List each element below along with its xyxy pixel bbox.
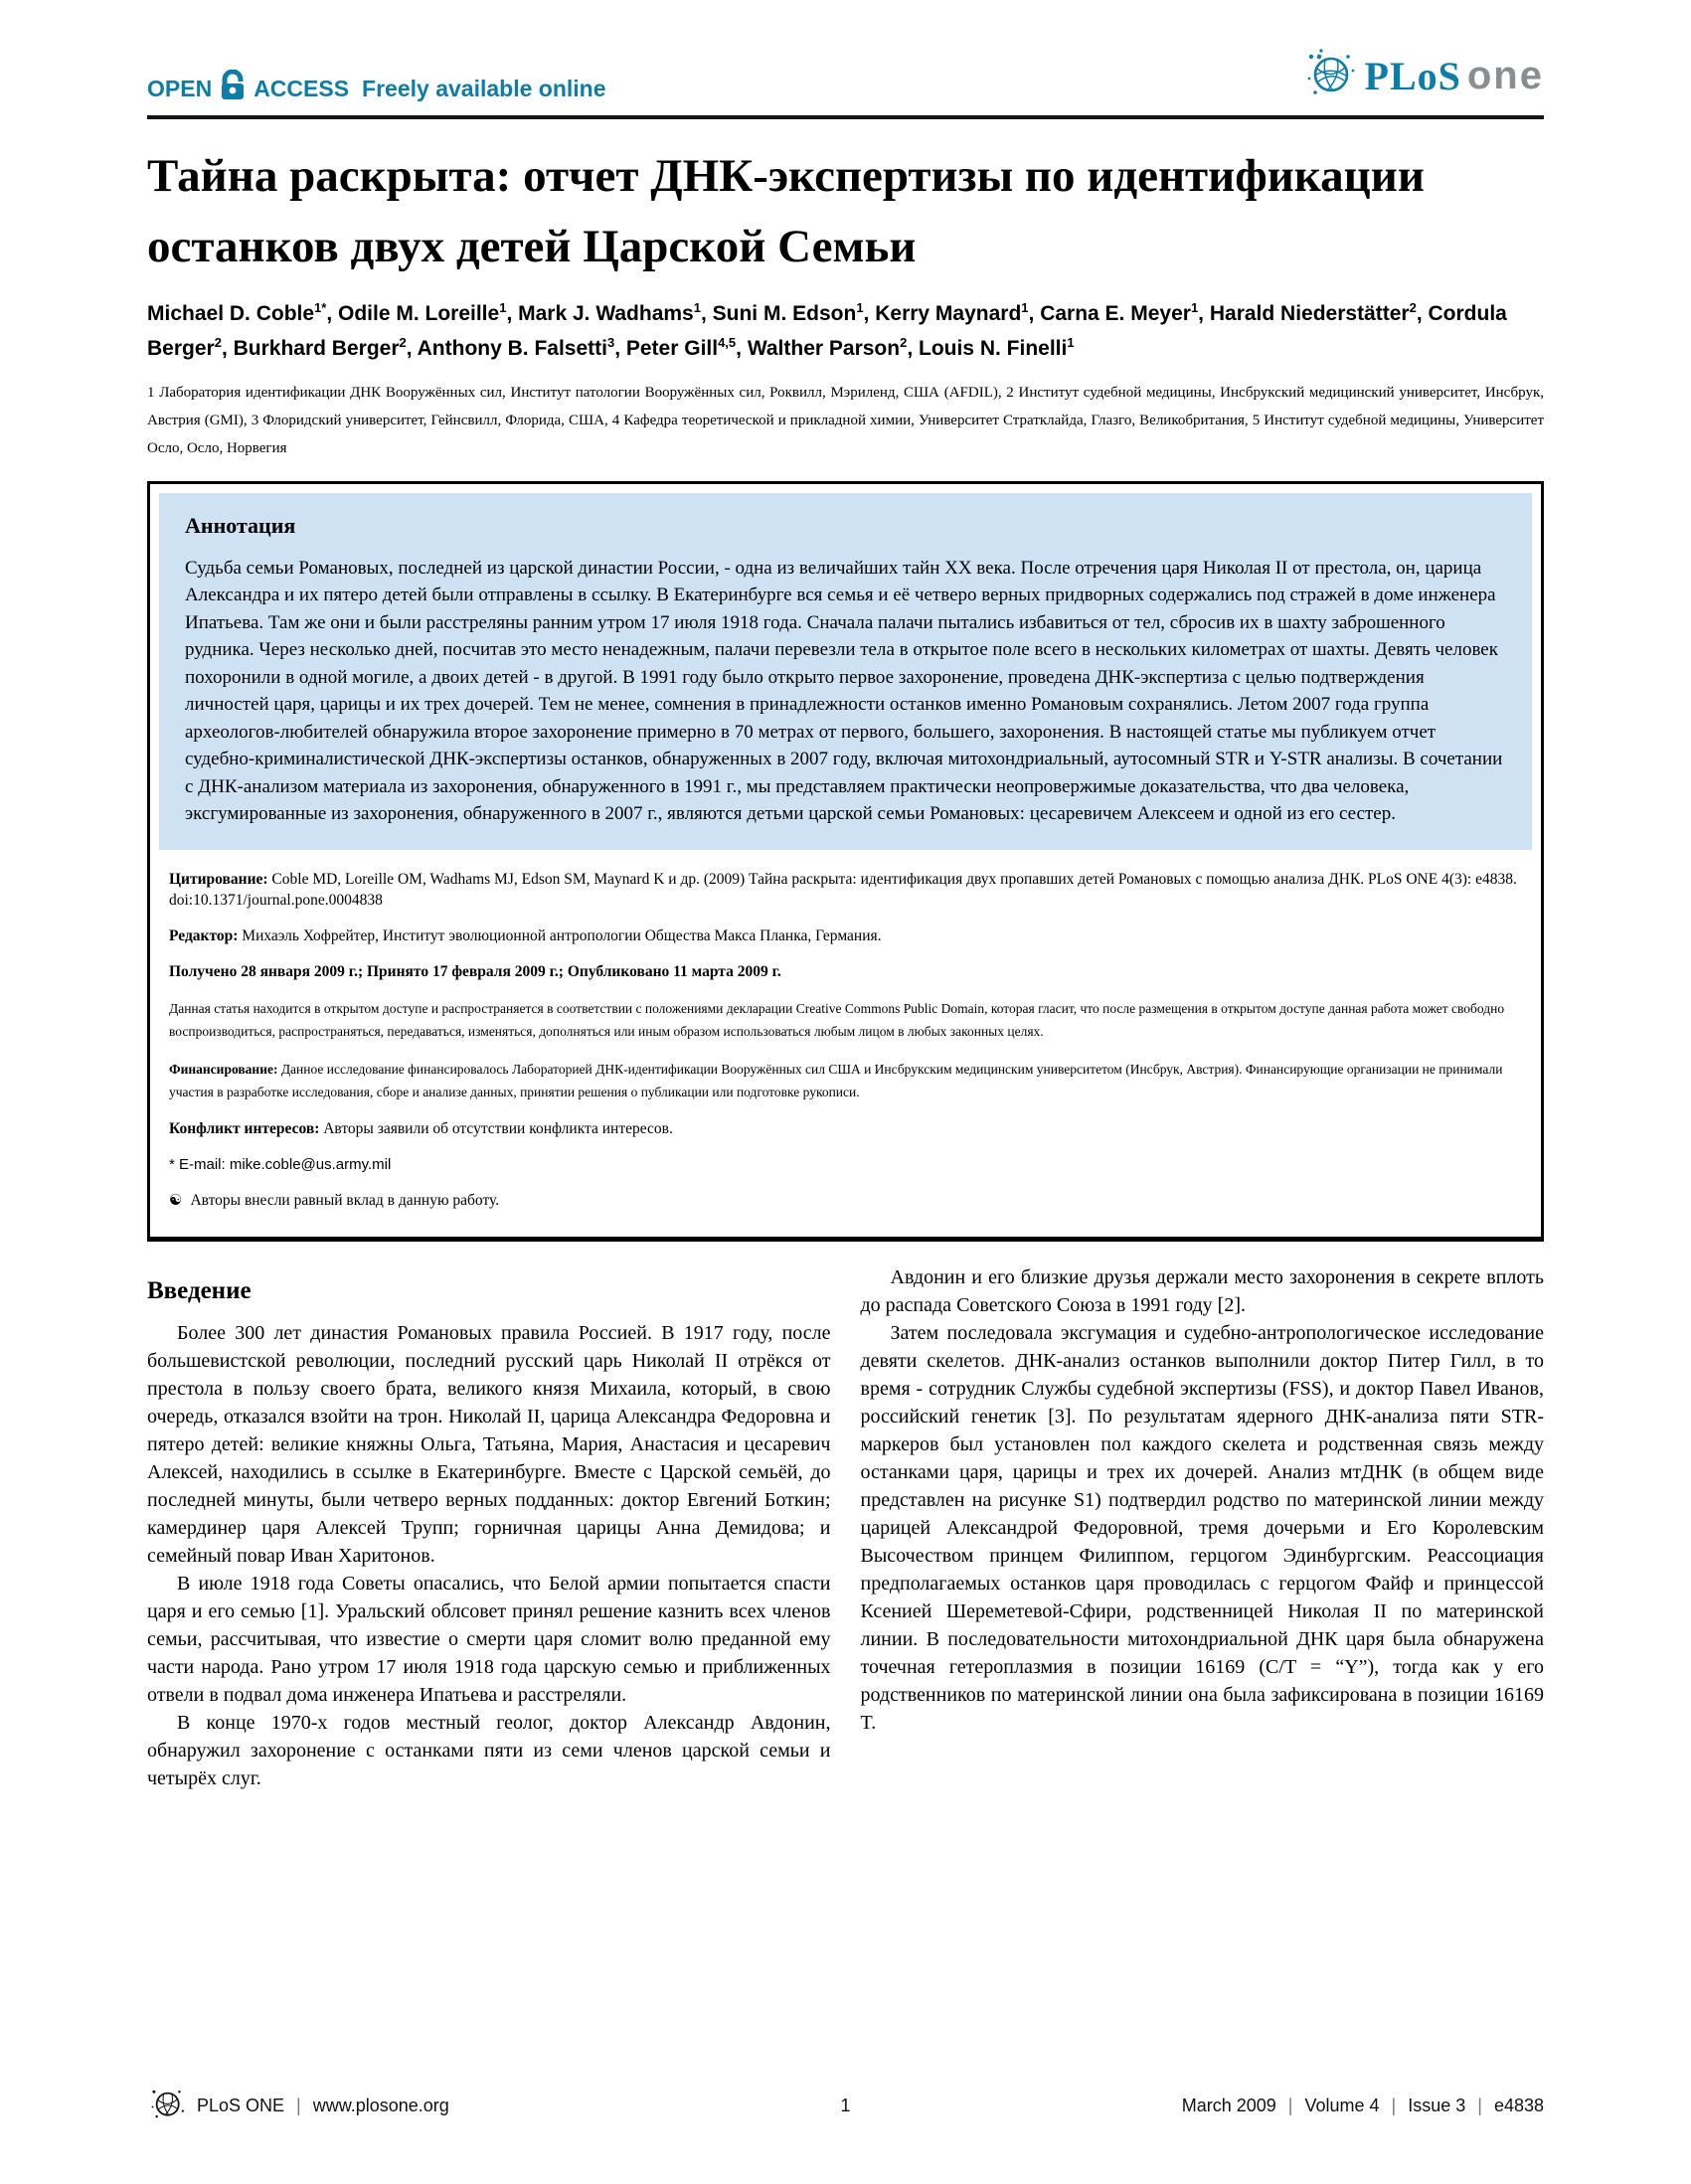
footer-page-number: 1 (840, 2096, 851, 2115)
footer-journal-name: PLoS ONE (197, 2096, 285, 2115)
paragraph: Более 300 лет династия Романовых правила Россией. В 1917 году, после большевистской революции, последний русский царь Николай II отрёкся от престола в пользу своего брата, великого князя Михаила, который, в свою очередь, отказался взойти на трон. Николай II, царица Александра Федоровна и пятеро детей: великие княжны Ольга, Татьяна, Мария, Анастасия и цесаревич Алексей, находились в ссылке в Екатеринбурге. Вместе с Царской семьёй, до последней минуты, были четверо верных подданных: доктор Евгений Боткин; камердинер царя Алексей Трупп; горничная царицы Анна Демидова; и семейный повар Иван Харитонов. (147, 1321, 831, 1567)
footer-separator: | (1477, 2096, 1482, 2115)
paragraph: В конце 1970-х годов местный геолог, доктор Александр Авдонин, обнаружил захоронение с останками пяти из семи членов царской семьи и четырёх слуг. (147, 1711, 831, 1789)
article-title: Тайна раскрыта: отчет ДНК-экспертизы по идентификации останков двух детей Царской Семьи (147, 150, 1425, 272)
received-text: Получено 28 января 2009 г.; Принято 17 февраля 2009 г.; Опубликовано 11 марта 2009 г. (169, 962, 781, 980)
footer-issue-part: March 2009 (1181, 2096, 1276, 2115)
author: Louis N. Finelli$^1$ (919, 334, 1075, 360)
one-wordmark: one (1466, 54, 1544, 97)
equal-contribution-line (169, 1190, 1518, 1211)
footer-issue-part: e4838 (1493, 2096, 1544, 2115)
introduction-section (147, 1263, 1544, 1792)
footer-issue-part: Issue 3 (1408, 2096, 1466, 2115)
abstract-text: Судьба семьи Романовых, последней из царской династии России, - одна из величайших тайн XX века. После отречения царя Николая II от престола, он, царица Александра и их пятеро детей были отправлены в ссылку. В Екатеринбурге вся семья и её четверо верных придворных содержались под стражей в доме инженера Ипатьева. Там же они и были расстреляны ранним утром 17 июля 1918 года. Сначала палачи пытались избавиться от тел, сбросив их в шахту заброшенного рудника. Через несколько дней, посчитав это место ненадежным, палачи перевезли тела в открытое поле всего в нескольких километрах от шахты. Девять человек похоронили в одной могиле, а двоих детей - в другой. В 1991 году было открыто первое захоронение, проведена ДНК-экспертиза с целью подтверждения личностей царя, царицы и их трех дочерей. Тем не менее, сомнения в принадлежности останков именно Романовым сохранялись. Летом 2007 года группа археологов-любителей обнаружила второе захоронение примерно в 70 метрах от первого, большего, захоронения. В настоящей статье мы публикуем отчет судебно-криминалистической ДНК-экспертизы останков, обнаруженных в 2007 году, включая митохондриальный, аутосомный STR и Y-STR анализы. В сочетании с ДНК-анализом материала из захоронения, обнаруженного в 1991 г., мы представляем практически неопровержимые доказательства, что два человека, эксгумированные из захоронения, обнаруженного в 2007 г., являются детьми царской семьи Романовых: цесаревичем Алексеем и одной из его сестер. (185, 557, 1503, 825)
footer-url[interactable]: www.plosone.org (312, 2096, 449, 2115)
footer-separator: | (1287, 2096, 1293, 2115)
funding-text: Данное исследование финансировалось Лабораторией ДНК-идентификации Вооружённых сил США и Инсбрукским медицинским университетом (Инсбрук, Австрия). Финансирующие организации не принимали участия в разработке исследования, сборе и анализе данных, принятии решения о публикации или подготовке рукописи. (169, 1061, 1503, 1099)
header (147, 46, 1544, 107)
copyright-line: Данная статья находится в открытом доступе и распространяется в соответствии с положениями декларации Creative Commons Public Domain, которая гласит, что после размещения в открытом доступе данная работа может свободно воспроизводиться, распространяться, передаваться, изменяться, дополняться или иным образом использоваться любым лицом в любых законных целях. (169, 1000, 1505, 1039)
paragraph: Авдонин и его близкие друзья держали место захоронения в секрете вплоть до распада Советского Союза в 1991 году [2]. (860, 1265, 1544, 1316)
author: Walther Parson$^2$, (747, 334, 919, 360)
footer (147, 2084, 1544, 2128)
footer-left (147, 2084, 786, 2128)
author: Anthony B. Falsetti$^3$, (417, 334, 626, 360)
author: Suni M. Edson$^1$, (712, 300, 876, 325)
funding-line (169, 1058, 1518, 1103)
abstract-panel (159, 493, 1532, 850)
author: Harald Niederstätter$^2$, (1209, 300, 1429, 325)
footer-separator: | (1391, 2096, 1397, 2115)
paragraph: В июле 1918 года Советы опасались, что Белой армии попытается спасти царя и его семью [1]. Уральский облсовет принял решение казнить всех членов семьи, рассчитывая, что известие о смерти царя сломит волю преданной ему части народа. Рано утром 17 июля 1918 года царскую семью и приближенных отвели в подвал дома инженера Ипатьева и расстреляли. (147, 1572, 831, 1706)
open-access-access-label: ACCESS (254, 75, 350, 101)
citation-text: Coble MD, Loreille OM, Wadhams MJ, Edson SM, Maynard K и др. (2009) Тайна раскрыта: идентификация двух пропавших детей Романовых с помощью анализа ДНК. PLoS ONE 4(3): e4838. doi:10.1371/journal.pone.0004838 (169, 870, 1517, 909)
author: Peter Gill$^{4,5}$, (625, 334, 748, 360)
author: Burkhard Berger$^2$, (233, 334, 418, 360)
funding-label: Финансирование: (169, 1061, 278, 1077)
open-access-banner (147, 70, 606, 107)
author: Cordula Berger$^2$, (147, 302, 1507, 360)
editor-line (169, 925, 1518, 946)
author: Mark J. Wadhams$^1$, (518, 300, 713, 325)
author: Kerry Maynard$^1$, (875, 300, 1041, 325)
citation-line (169, 869, 1518, 911)
conflict-line (169, 1118, 1518, 1139)
plos-one-logo (1301, 45, 1544, 107)
article-metadata (159, 850, 1532, 1228)
conflict-text: Авторы заявили об отсутствии конфликта интересов. (319, 1119, 673, 1137)
citation-label: Цитирование: (169, 870, 268, 888)
conflict-label: Конфликт интересов: (169, 1119, 320, 1137)
header-rule (147, 115, 1544, 119)
freely-available-label: Freely available online (362, 75, 606, 101)
author: Michael D. Coble$^{1*}$, (147, 300, 338, 325)
abstract-metadata-box (147, 481, 1544, 1242)
author: Odile M. Loreille$^1$, (338, 300, 519, 325)
introduction-heading: Введение (147, 1276, 252, 1304)
editor-label: Редактор: (169, 926, 239, 944)
open-access-open-label: OPEN (147, 75, 213, 101)
affiliations: 1 Лаборатория идентификации ДНК Вооружённых сил, Институт патологии Вооружённых сил, Роквилл, Мэриленд, США (AFDIL), 2 Институт судебной медицины, Инсбрукский медицинский университет, Инсбрук, Австрия (GMI), 3 Флоридский университет, Гейнсвилл, Флорида, США, 4 Кафедра теоретической и прикладной химии, Университет Стратклайда, Глазго, Великобритания, 5 Институт судебной медицины, Университет Осло, Осло, Норвегия (147, 385, 1544, 456)
plos-globe-icon (1301, 45, 1359, 107)
equal-contribution-text: Авторы внесли равный вклад в данную работу. (190, 1191, 500, 1209)
intro-col-right (861, 1263, 1545, 1792)
intro-col-left (147, 1263, 831, 1792)
plos-wordmark: PLoS (1364, 54, 1461, 98)
footer-issue (906, 2096, 1545, 2116)
equal-contribution-icon: ☯ (169, 1190, 183, 1209)
author: Carna E. Meyer$^1$, (1040, 300, 1210, 325)
footer-separator: | (296, 2096, 301, 2115)
authors-line (147, 297, 1544, 366)
paragraph: Затем последовала эксгумация и судебно-антропологическое исследование девяти скелетов. ДНК-анализ останков выполнили доктор Питер Гилл, в то время - сотрудник Службы судебной экспертизы (FSS), и доктор Павел Иванов, российский генетик [3]. По результатам ядерного ДНК-анализа пяти STR-маркеров был установлен пол каждого скелета и родственная связь между останками царя, царицы и трех их дочерей. Анализ мтДНК (в общем виде представлен на рисунке S1) подтвердил родство по материнской линии между царицей Александрой Федоровной, тремя дочерьми и Его Королевским Высочеством принцем Филиппом, герцогом Эдинбургским. Реассоциация предполагаемых останков царя проводилась с герцогом Файф и принцессой Ксенией Шереметевой-Сфири, родственницей Николая II по материнской линии. В последовательности митохондриальной ДНК царя была обнаружена точечная гетероплазмия в позиции 16169 (C/T = “Y”), тогда как у его родственников по материнской линии она была зафиксирована в позиции 16169 T. (860, 1321, 1544, 1734)
abstract-heading: Аннотация (185, 512, 296, 538)
received-line (169, 961, 1518, 982)
email-line[interactable]: * E-mail: mike.coble@us.army.mil (169, 1155, 392, 1173)
footer-issue-part: Volume 4 (1304, 2096, 1380, 2115)
open-lock-icon (219, 70, 247, 107)
plos-footer-globe-icon (147, 2084, 187, 2128)
editor-text: Михаэль Хофрейтер, Институт эволюционной антропологии Общества Макса Планка, Германия. (238, 926, 882, 944)
